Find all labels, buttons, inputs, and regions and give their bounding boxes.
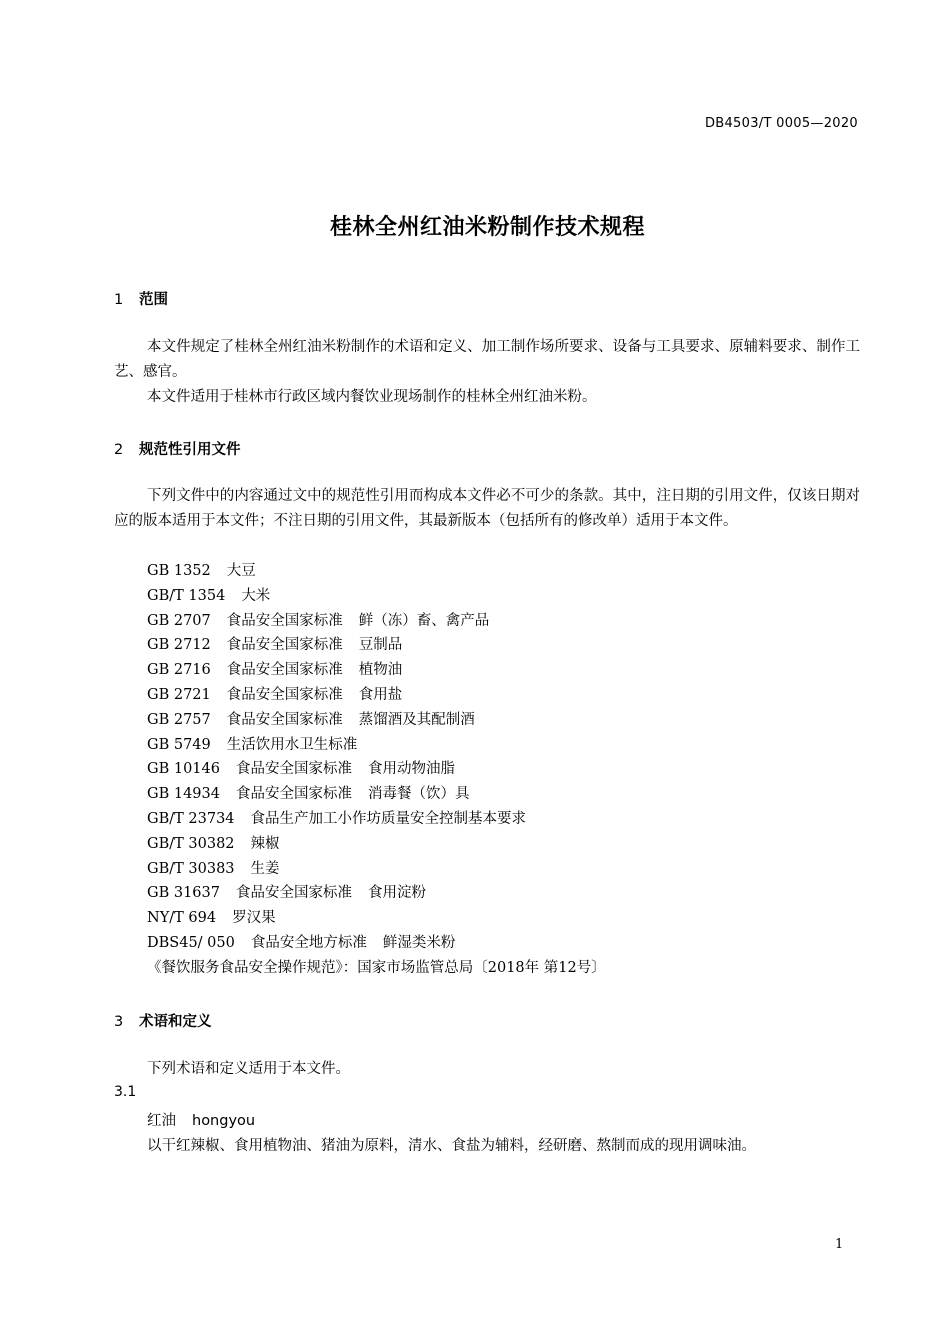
section-title: 范围 [139,292,168,308]
reference-item: GB/T 23734 食品生产加工小作坊质量安全控制基本要求 [147,810,527,827]
reference-item-regulation: 《餐饮服务食品安全操作规范》：国家市场监管总局〔2018年 第12号〕 [147,959,606,976]
section-1-paragraph-2: 本文件适用于桂林市行政区域内餐饮业现场制作的桂林全州红油米粉。 [147,389,597,405]
term-english: hongyou [192,1113,256,1129]
reference-item: GB 5749 生活饮用水卫生标准 [147,736,358,753]
reference-item: GB 2757 食品安全国家标准 蒸馏酒及其配制酒 [147,711,475,728]
section-2-intro: 下列文件中的内容通过文中的规范性引用而构成本文件必不可少的条款。其中，注日期的引用文件，仅该日期对应的版本适用于本文件；不注日期的引用文件，其最新版本（包括所有的修改单）适用于本文件。 [114,488,860,529]
reference-item: GB 2721 食品安全国家标准 食用盐 [147,686,403,703]
reference-item: DBS45/ 050 食品安全地方标准 鲜湿类米粉 [147,934,456,951]
term-definition: 以干红辣椒、食用植物油、猪油为原料，清水、食盐为辅料，经研磨、熬制而成的现用调味油。 [147,1138,756,1154]
reference-item: GB 14934 食品安全国家标准 消毒餐（饮）具 [147,786,470,803]
document-title: 桂林全州红油米粉制作技术规程 [329,215,645,240]
section-number: 2 [114,442,124,458]
section-1-heading [114,288,168,309]
section-number: 3 [114,1014,124,1030]
reference-item: GB 1352 大豆 [147,563,256,579]
section-2-heading [114,438,241,459]
section-title: 规范性引用文件 [139,442,241,458]
term-chinese: 红油 [147,1113,176,1129]
reference-item: GB/T 1354 大米 [147,587,271,604]
reference-item: GB 31637 食品安全国家标准 食用淀粉 [147,885,426,902]
reference-item: GB 2712 食品安全国家标准 豆制品 [147,637,403,654]
reference-item: GB 2716 食品安全国家标准 植物油 [147,662,403,679]
term-number: 3.1 [114,1084,137,1100]
section-3-heading [114,1010,212,1031]
reference-item: GB/T 30383 生姜 [147,860,280,877]
term-heading [147,1109,255,1130]
reference-item: GB/T 30382 辣椒 [147,835,280,852]
section-1-paragraph-1: 本文件规定了桂林全州红油米粉制作的术语和定义、加工制作场所要求、设备与工具要求、原辅料要求、制作工艺、感官。 [114,339,860,380]
page-number: 1 [835,1237,844,1252]
reference-item: NY/T 694 罗汉果 [147,910,276,927]
section-3-intro: 下列术语和定义适用于本文件。 [147,1061,350,1077]
section-number: 1 [114,292,124,308]
reference-item: GB 2707 食品安全国家标准 鲜（冻）畜、禽产品 [147,612,490,629]
reference-list [147,559,606,981]
reference-item: GB 10146 食品安全国家标准 食用动物油脂 [147,761,455,778]
section-title: 术语和定义 [139,1014,212,1030]
document-code: DB4503/T 0005—2020 [704,116,858,131]
